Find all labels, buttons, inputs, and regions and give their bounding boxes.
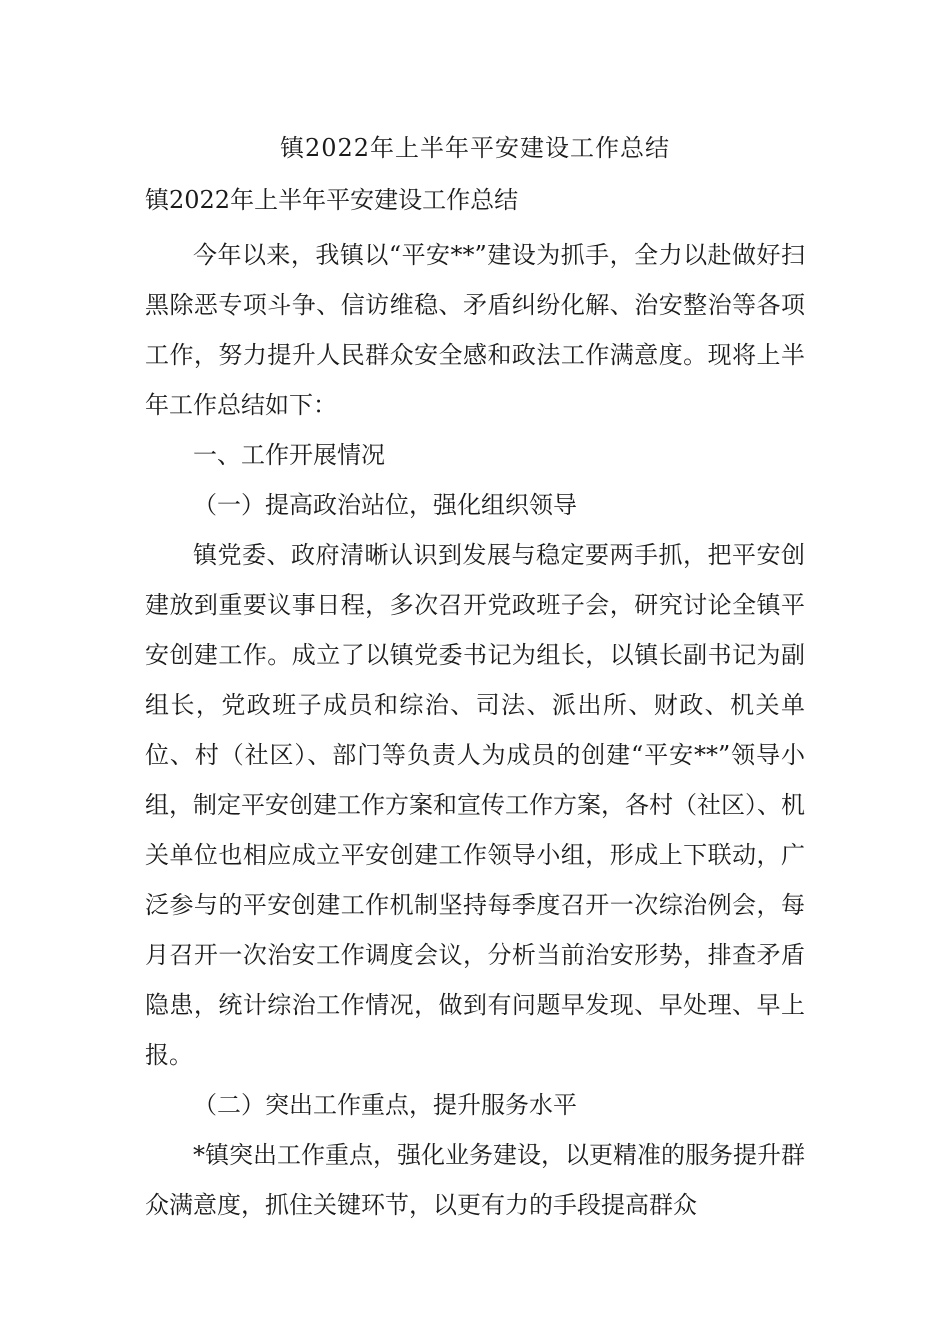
subsection-heading-1: （一）提高政治站位，强化组织领导 bbox=[193, 491, 577, 519]
paragraph-organization: 镇党委、政府清晰认识到发展与稳定要两手抓，把平安创建放到重要议事日程，多次召开党政班子会，研究讨论全镇平安创建工作。成立了以镇党委书记为组长，以镇长副书记为副组长，党政班子成员和综治、司法、派出所、财政、机关单位、村（社区）、部门等负责人为成员的创建“平安**”领导小组，制定平安创建工作方案和宣传工作方案，各村（社区）、机关单位也相应成立平安创建工作领导小组，形成上下联动，广泛参与的平安创建工作机制坚持每季度召开一次综治例会，每月召开一次治安工作调度会议，分析当前治安形势，排查矛盾隐患，统计综治工作情况，做到有问题早发现、早处理、早上报。 bbox=[145, 541, 805, 1069]
section-heading-1: 一、工作开展情况 bbox=[193, 441, 385, 469]
document-body bbox=[145, 230, 805, 1230]
paragraph-intro: 今年以来，我镇以“平安**”建设为抓手，全力以赴做好扫黑除恶专项斗争、信访维稳、矛盾纠纷化解、治安整治等各项工作，努力提升人民群众安全感和政法工作满意度。现将上半年工作总结如下： bbox=[145, 241, 805, 419]
document-subtitle: 镇2022年上半年平安建设工作总结 bbox=[145, 186, 519, 214]
subsection-heading-2: （二）突出工作重点，提升服务水平 bbox=[193, 1091, 577, 1119]
paragraph-service: *镇突出工作重点，强化业务建设，以更精准的服务提升群众满意度，抓住关键环节，以更有力的手段提高群众 bbox=[145, 1141, 805, 1219]
document-title: 镇2022年上半年平安建设工作总结 bbox=[279, 134, 671, 162]
